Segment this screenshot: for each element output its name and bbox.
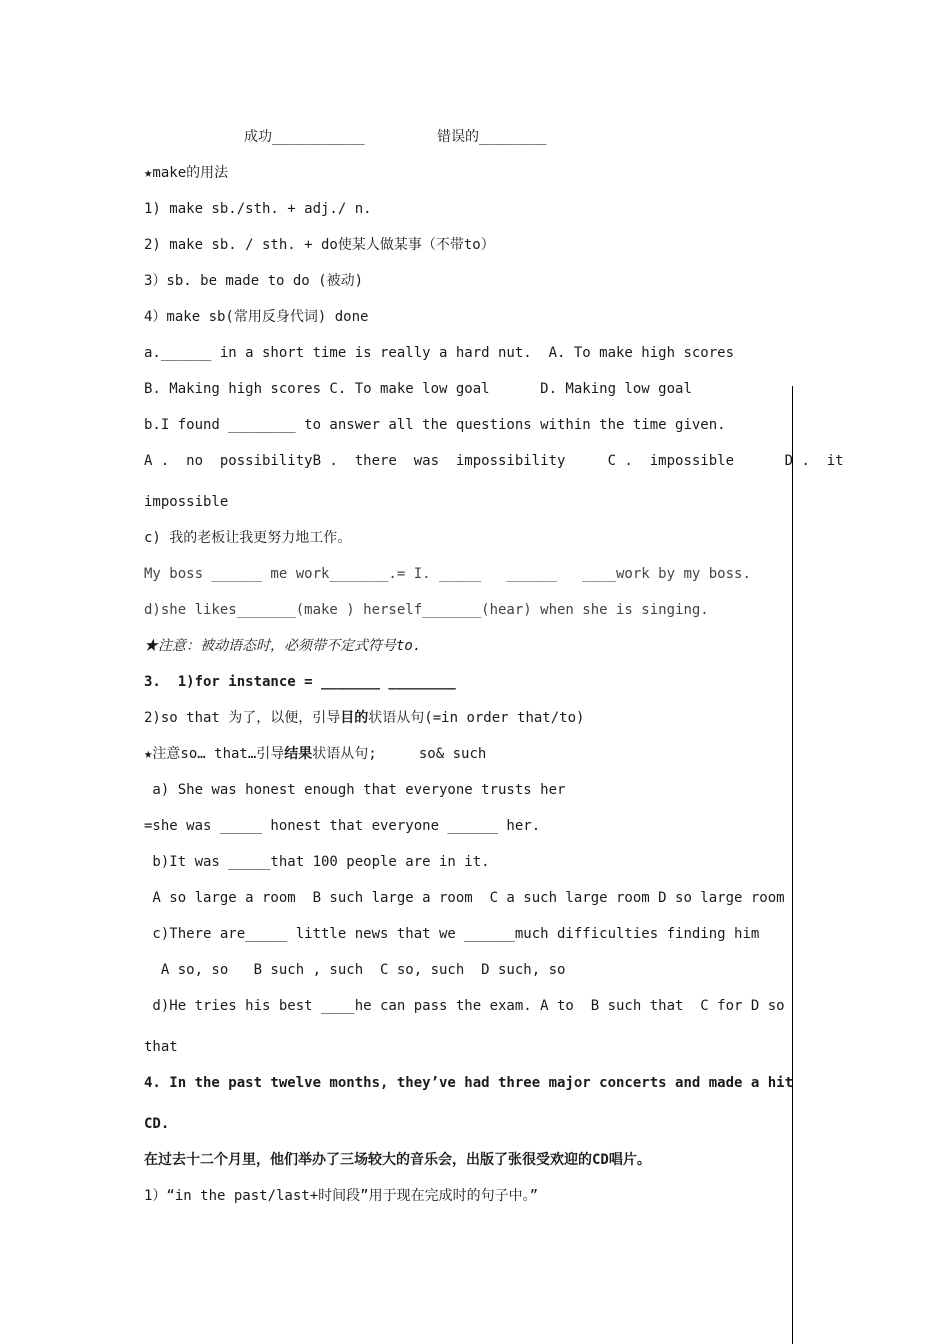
s3-exercise-d-cont: that [144, 1039, 178, 1055]
exercise-d-question: d)she likes_______(make ) herself_______(hear) when she is singing. [144, 602, 709, 618]
section-4-sentence-cont: CD. [144, 1116, 170, 1132]
s3-exercise-a2: =she was _____ honest that everyone ______ her. [144, 818, 541, 834]
so-that-line [144, 709, 584, 727]
section-4-rule: 1）“in the past/last+时间段”用于现在完成时的句子中。” [144, 1188, 539, 1204]
exercise-a-question: a.______ in a short time is really a hard nut. A. To make high scores [144, 345, 735, 361]
so-that-post: 状语从句(=in order that/to) [368, 710, 585, 726]
make-item-4: 4）make sb(常用反身代词) done [144, 309, 369, 325]
s3-exercise-a: a) She was honest enough that everyone trusts her [144, 782, 566, 798]
section-3-title: 3. 1)for instance = _______ ________ [144, 674, 456, 690]
note-pre: ★注意so… that…引导 [144, 746, 285, 762]
exercise-a-options: B. Making high scores C. To make low goal D. Making low goal [144, 381, 692, 397]
exercise-b-options-cont: impossible [144, 494, 229, 510]
s3-exercise-b-options: A so large a room B such large a room C a such large room D so large room [144, 890, 785, 906]
exercise-b-question: b.I found ________ to answer all the questions within the time given. [144, 417, 726, 433]
note-post: 状语从句; so& such [312, 746, 487, 762]
exercise-b-options: A . no possibilityB . there was impossibility C . impossible D . it [144, 453, 844, 469]
s3-exercise-c-options: A so, so B such , such C so, such D such, so [144, 962, 566, 978]
section-4-translation: 在过去十二个月里，他们举办了三场较大的音乐会，出版了张很受欢迎的CD唱片。 [144, 1152, 651, 1168]
so-that-note [144, 745, 486, 763]
make-item-1: 1) make sb./sth. + adj./ n. [144, 201, 372, 217]
so-that-bold: 目的 [340, 710, 369, 726]
margin-rule [792, 386, 793, 1344]
note-bold: 结果 [284, 746, 313, 762]
passive-note: ★注意：被动语态时，必须带不定式符号to. [144, 638, 422, 654]
make-item-3: 3）sb. be made to do (被动) [144, 273, 364, 289]
s3-exercise-c: c)There are_____ little news that we ______much difficulties finding him [144, 926, 760, 942]
make-item-2: 2) make sb. / sth. + do使某人做某事（不带to） [144, 237, 495, 253]
header-success: 成功___________ [244, 129, 365, 145]
s3-exercise-b: b)It was _____that 100 people are in it. [144, 854, 490, 870]
make-title: ★make的用法 [144, 165, 229, 181]
exercise-c-question: c) 我的老板让我更努力地工作。 [144, 530, 352, 546]
so-that-pre: 2)so that 为了，以便，引导 [144, 710, 341, 726]
s3-exercise-d: d)He tries his best ____he can pass the exam. A to B such that C for D so [144, 998, 785, 1014]
section-4-sentence: 4. In the past twelve months, they’ve had three major concerts and made a hit [144, 1075, 794, 1091]
exercise-c-answer: My boss ______ me work_______.= I. _____ ______ ____work by my boss. [144, 566, 751, 582]
header-wrong: 错误的________ [437, 129, 547, 145]
